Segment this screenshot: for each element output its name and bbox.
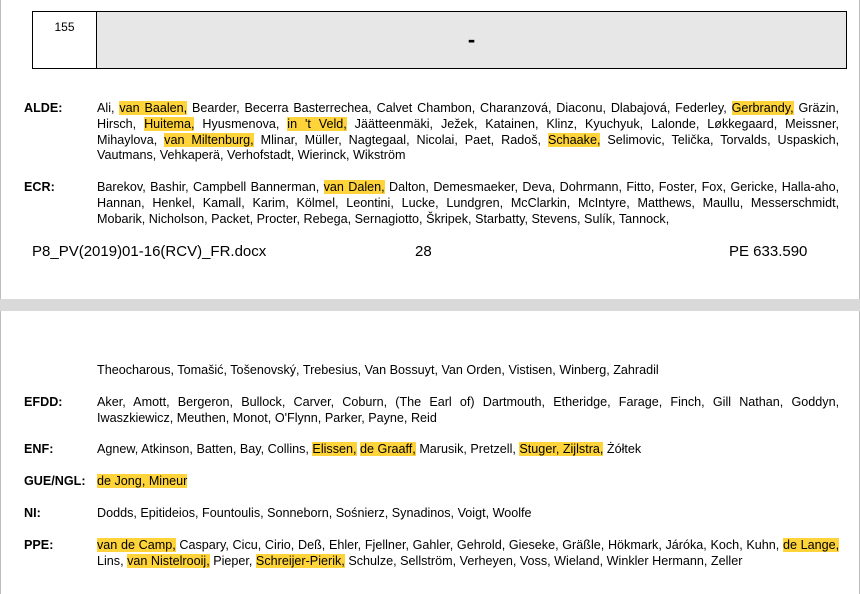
member-name-highlighted: in 't Veld, — [287, 116, 347, 131]
member-name: Mobarik, — [97, 211, 146, 226]
member-name: Bullock, — [241, 395, 286, 409]
ecr-continuation — [24, 363, 839, 379]
member-name: Żółtek — [606, 442, 642, 456]
document-page-lower — [0, 311, 860, 594]
member-name: Procter, — [256, 211, 301, 226]
vote-header-table — [32, 11, 847, 69]
member-name: Gieseke, — [508, 538, 559, 552]
group-label: ECR: — [24, 180, 55, 194]
member-name: Telička, — [671, 132, 714, 147]
group-ni — [24, 506, 839, 522]
member-name: Gräzin, — [798, 101, 840, 115]
member-name: Aker, — [97, 395, 126, 409]
group-names — [97, 101, 839, 164]
member-name: Hyusmenova, — [202, 116, 280, 131]
member-name: Tannock, — [618, 211, 670, 226]
member-name: Dlabajová, — [610, 101, 671, 115]
member-name: Gräßle, — [562, 538, 605, 552]
member-name: Dohrmann, — [559, 180, 622, 194]
member-name: Koch, — [710, 538, 743, 552]
member-name-highlighted: Stuger, Zijlstra, — [519, 442, 604, 456]
group-alde — [24, 101, 839, 164]
member-name: Lins, — [97, 553, 124, 568]
member-name: Trebesius, — [302, 363, 362, 377]
group-names — [97, 442, 839, 458]
member-name: Vehkaperä, — [159, 148, 224, 163]
member-name-highlighted: Elissen, — [312, 442, 357, 456]
member-name: Kamall, — [202, 195, 245, 210]
member-name: Gill Nathan, — [712, 395, 784, 409]
member-name: Fitto, — [626, 180, 655, 194]
page-separator — [0, 299, 860, 311]
member-name: Verhofstadt, — [227, 148, 295, 163]
member-name: Hökmark, — [607, 538, 662, 552]
member-name: Nicholson, — [148, 211, 208, 226]
member-name: Federley, — [675, 101, 727, 115]
member-name: Charanzová, — [480, 101, 552, 115]
group-efdd — [24, 395, 839, 427]
member-name: Mlinar, — [260, 132, 298, 147]
member-name: Sellström, — [400, 553, 457, 568]
member-name: Marusik, — [419, 442, 467, 456]
group-label: EFDD: — [24, 395, 63, 409]
member-name: Lalonde, — [651, 116, 700, 131]
member-name: Katainen, — [485, 116, 539, 131]
member-name-highlighted: van Miltenburg, — [164, 132, 254, 147]
member-name: Gahler, — [412, 538, 454, 552]
member-name: Caspary, — [179, 538, 229, 552]
member-name: Meissner, — [785, 116, 840, 131]
member-name: Winberg, — [559, 363, 610, 377]
member-name: (The Earl of) Dartmouth, — [395, 395, 546, 409]
member-name: Pieper, — [213, 553, 253, 568]
footer-filename: P8_PV(2019)01-16(RCV)_FR.docx — [32, 243, 267, 260]
member-name: Hannan, — [97, 195, 145, 210]
member-name: Packet, — [211, 211, 254, 226]
member-name: Tomašić, — [177, 363, 227, 377]
member-name: Uspaskich, — [777, 132, 840, 147]
member-name-highlighted: de Lange, — [782, 538, 840, 552]
member-name: Jäätteenmäki, — [354, 116, 434, 131]
member-name: Fjellner, — [364, 538, 409, 552]
member-name: Fountoulis, — [202, 506, 264, 520]
member-name: Bergeron, — [177, 395, 234, 409]
group-names — [97, 538, 839, 570]
member-name: Sulík, — [584, 211, 616, 226]
vote-number: 155 — [33, 12, 97, 68]
member-name: Stevens, — [531, 211, 581, 226]
member-name-highlighted: van Baalen, — [119, 101, 188, 115]
member-name: Járóka, — [665, 538, 707, 552]
member-name: Sonneborn, — [267, 506, 333, 520]
member-name: Messerschmidt, — [750, 195, 840, 210]
member-name: Foster, — [658, 180, 698, 194]
member-name: Dodds, — [97, 506, 137, 520]
member-name: Kuhn, — [746, 538, 780, 552]
member-name: Calvet Chambon, — [376, 101, 476, 115]
footer-reference: PE 633.590 — [729, 243, 808, 260]
member-name: Gericke, — [730, 180, 778, 194]
member-name: Verheyen, — [459, 553, 517, 568]
member-name-highlighted: van de Camp, — [97, 538, 176, 552]
member-name-highlighted: Huitema, — [144, 116, 195, 131]
member-name: Klinz, — [546, 116, 578, 131]
member-name: Tošenovský, — [230, 363, 300, 377]
member-name: Vistisen, — [508, 363, 556, 377]
member-name-highlighted: Schreijer-Pierik, — [255, 553, 345, 568]
member-name: Finch, — [670, 395, 705, 409]
member-name: Collins, — [267, 442, 309, 456]
member-name: Diaconu, — [556, 101, 606, 115]
member-name: Agnew, — [97, 442, 139, 456]
member-name: Deß, — [297, 538, 326, 552]
member-name: O'Flynn, — [274, 410, 322, 425]
member-name: Wierinck, — [297, 148, 350, 163]
member-name-highlighted: van Nistelrooij, — [127, 553, 210, 568]
member-name: Bay, — [239, 442, 265, 456]
member-name: McIntyre, — [578, 195, 630, 210]
member-name: Maullu, — [702, 195, 744, 210]
member-name: Etheridge, — [553, 395, 611, 409]
member-name: Meuthen, — [176, 410, 230, 425]
member-name: Parker, — [324, 410, 365, 425]
member-name: Batten, — [196, 442, 237, 456]
member-name: Kölmel, — [296, 195, 339, 210]
member-name: Synadinos, — [391, 506, 455, 520]
member-name: Wikström — [353, 148, 406, 163]
member-name: Campbell Bannerman, — [193, 180, 320, 194]
member-name: Monot, — [232, 410, 272, 425]
member-name: Fox, — [701, 180, 727, 194]
member-name: Lundgren, — [446, 195, 504, 210]
member-name: Starbatty, — [475, 211, 529, 226]
group-label: ENF: — [24, 442, 54, 456]
member-name-highlighted: Schaake, — [547, 132, 601, 147]
member-name: Carver, — [293, 395, 335, 409]
member-name: Coburn, — [342, 395, 388, 409]
group-names — [97, 395, 839, 427]
member-name: Demesmaeker, — [433, 180, 519, 194]
member-name: Van Orden, — [441, 363, 505, 377]
member-name: Iwaszkiewicz, — [97, 410, 174, 425]
member-name: Ježek, — [440, 116, 478, 131]
member-name: Epitideios, — [140, 506, 199, 520]
group-ecr — [24, 180, 839, 227]
member-name: Woolfe — [492, 506, 532, 520]
member-name: Voigt, — [457, 506, 490, 520]
member-name: Farage, — [618, 395, 663, 409]
member-name: Schulze, — [348, 553, 397, 568]
member-name: Dalton, — [389, 180, 429, 194]
group-label: ALDE: — [24, 101, 63, 115]
member-name-highlighted: de Jong, Mineur — [97, 474, 188, 488]
member-name: Pretzell, — [470, 442, 516, 456]
member-name: Theocharous, — [97, 363, 175, 377]
member-name: Halla-aho, — [781, 180, 840, 194]
member-name: Gehrold, — [456, 538, 506, 552]
group-enf — [24, 442, 839, 458]
member-name: Mihaylova, — [97, 132, 158, 147]
member-name-highlighted: van Dalen, — [323, 180, 385, 194]
vote-result: - — [97, 12, 846, 68]
member-name: McClarkin, — [510, 195, 571, 210]
member-name: Barekov, — [97, 180, 146, 194]
member-name: Matthews, — [637, 195, 695, 210]
group-names — [97, 363, 839, 379]
member-name-highlighted: de Graaff, — [360, 442, 416, 456]
member-name: Škripek, — [426, 211, 472, 226]
member-name: Becerra Basterrechea, — [244, 101, 372, 115]
member-name: Vautmans, — [97, 148, 157, 163]
member-name: Radoš, — [501, 132, 542, 147]
member-name: Müller, — [304, 132, 342, 147]
group-names — [97, 506, 839, 522]
footer-page-number: 28 — [415, 243, 432, 260]
member-name: Goddyn, — [791, 395, 840, 409]
group-names — [97, 180, 839, 227]
member-name: Cirio, — [264, 538, 295, 552]
member-name: Winkler Hermann, — [606, 553, 708, 568]
member-name: Ali, — [97, 101, 115, 115]
member-name: Payne, — [368, 410, 408, 425]
member-name: Voss, — [519, 553, 551, 568]
member-name: Bearder, — [192, 101, 240, 115]
member-name: Ehler, — [328, 538, 362, 552]
member-name: Sernagiotto, — [354, 211, 423, 226]
group-gue-ngl — [24, 474, 839, 490]
member-name: Atkinson, — [141, 442, 193, 456]
group-label: GUE/NGL: — [24, 474, 86, 488]
member-name-highlighted: Gerbrandy, — [731, 101, 794, 115]
member-name: Sośnierz, — [335, 506, 389, 520]
member-name: Van Bossuyt, — [364, 363, 438, 377]
member-name: Paet, — [464, 132, 495, 147]
member-name: Løkkegaard, — [707, 116, 778, 131]
member-name: Amott, — [133, 395, 170, 409]
group-names — [97, 474, 839, 490]
member-name: Bashir, — [150, 180, 189, 194]
member-name: Torvalds, — [720, 132, 771, 147]
member-name: Kyuchyuk, — [585, 116, 644, 131]
member-name: Nagtegaal, — [348, 132, 410, 147]
member-name: Leontini, — [346, 195, 394, 210]
group-label: PPE: — [24, 538, 54, 552]
group-label: NI: — [24, 506, 41, 520]
member-name: Lucke, — [401, 195, 439, 210]
member-name: Rebega, — [303, 211, 352, 226]
member-name: Karim, — [252, 195, 289, 210]
member-name: Nicolai, — [416, 132, 458, 147]
member-name: Wieland, — [554, 553, 604, 568]
member-name: Zeller — [710, 553, 743, 568]
member-name: Cicu, — [232, 538, 262, 552]
member-name: Deva, — [522, 180, 556, 194]
member-name: Selimovic, — [607, 132, 665, 147]
group-ppe — [24, 538, 839, 570]
member-name: Zahradil — [613, 363, 659, 377]
member-name: Henkel, — [152, 195, 196, 210]
member-name: Hirsch, — [97, 116, 137, 131]
member-name: Reid — [410, 410, 437, 425]
